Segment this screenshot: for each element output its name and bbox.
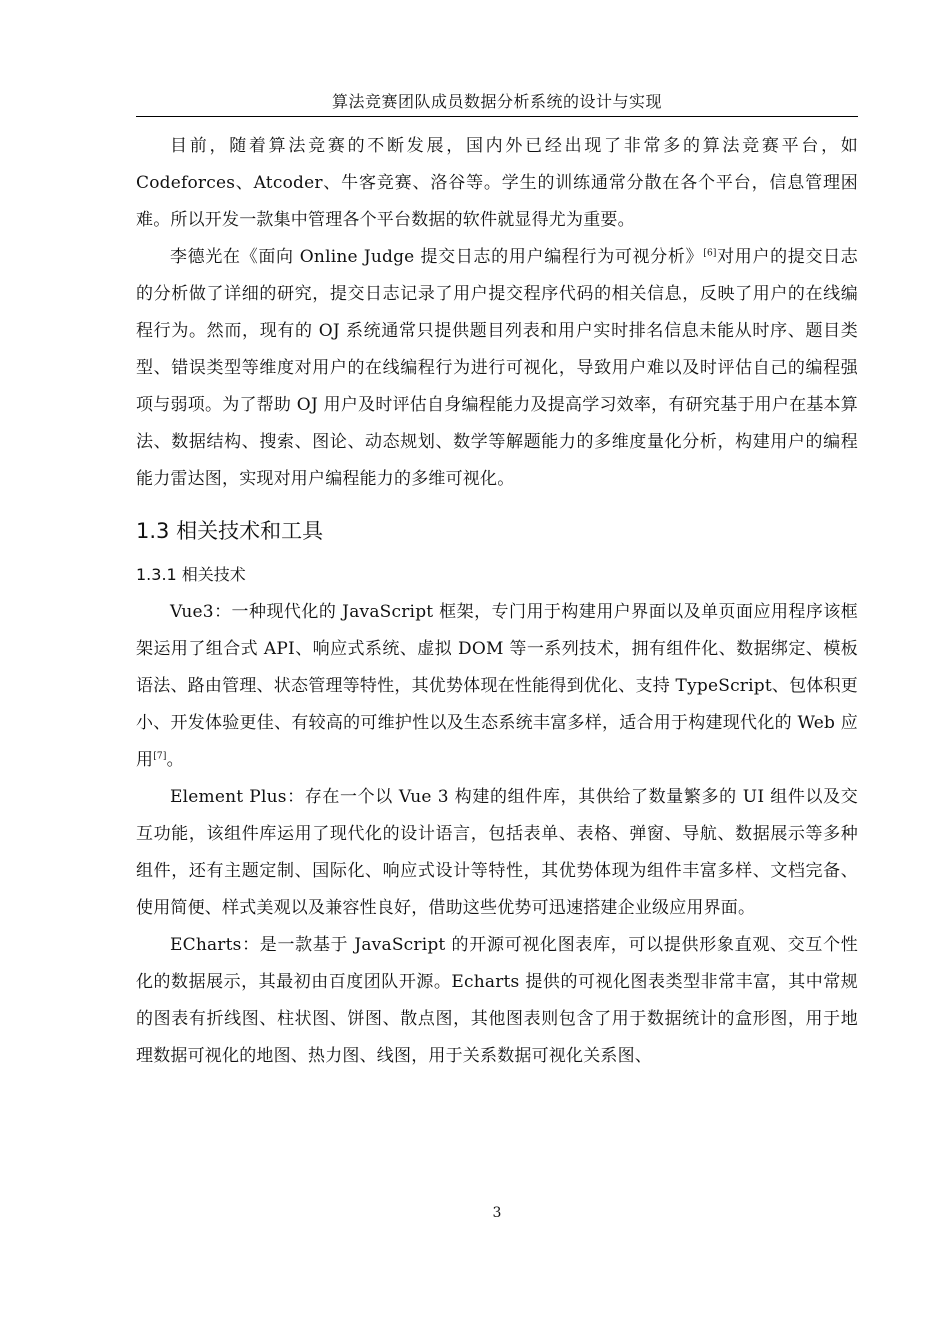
paragraph-vue3 [136, 594, 858, 779]
page-body [136, 128, 858, 1075]
paragraph-submission-log-analysis [136, 239, 858, 498]
header-rule [136, 116, 858, 117]
citation-6: [6] [703, 248, 717, 259]
page-number: 3 [492, 1205, 502, 1221]
running-header: 算法竞赛团队成员数据分析系统的设计与实现 [331, 92, 662, 111]
section-heading: 1.3 相关技术和工具 [136, 519, 324, 543]
paragraph-text: 李德光在《面向 Online Judge 提交日志的用户编程行为可视分析》 [170, 247, 704, 267]
subsection-heading: 1.3.1 相关技术 [136, 565, 246, 584]
citation-7: [7] [153, 751, 167, 762]
paragraph-echarts: ECharts：是一款基于 JavaScript 的开源可视化图表库，可以提供形象直观、交互个性化的数据展示，其最初由百度团队开源。Echarts 提供的可视化图表类型非常丰富，其中常规的图表有折线图、柱状图、饼图、散点图，其他图表则包含了用于数据统计的盒形图，用于地理数据可视化的地图、热力图、线图，用于关系数据可视化关系图、 [136, 935, 858, 1066]
paragraph-text: 。 [166, 750, 184, 770]
paragraph-text: Vue3：一种现代化的 JavaScript 框架，专门用于构建用户界面以及单页面应用程序该框架运用了组合式 API、响应式系统、虚拟 DOM 等一系列技术，拥有组件化、数据绑定、模板语法、路由管理、状态管理等特性，其优势体现在性能得到优化、支持 TypeScript、包体积更小、开发体验更佳、有较高的可维护性以及生态系统丰富多样，适合用于构建现代化的 Web 应用 [136, 602, 858, 770]
paragraph-competition-platforms: 目前，随着算法竞赛的不断发展，国内外已经出现了非常多的算法竞赛平台，如Codeforces、Atcoder、牛客竞赛、洛谷等。学生的训练通常分散在各个平台，信息管理困难。所以开发一款集中管理各个平台数据的软件就显得尤为重要。 [136, 136, 858, 230]
paragraph-element-plus: Element Plus：存在一个以 Vue 3 构建的组件库，其供给了数量繁多的 UI 组件以及交互功能，该组件库运用了现代化的设计语言，包括表单、表格、弹窗、导航、数据展示等多种组件，还有主题定制、国际化、响应式设计等特性，其优势体现为组件丰富多样、文档完备、使用简便、样式美观以及兼容性良好，借助这些优势可迅速搭建企业级应用界面。 [136, 787, 858, 918]
paragraph-text: 对用户的提交日志的分析做了详细的研究，提交日志记录了用户提交程序代码的相关信息，反映了用户的在线编程行为。然而，现有的 OJ 系统通常只提供题目列表和用户实时排名信息未能从时序、题目类型、错误类型等维度对用户的在线编程行为进行可视化，导致用户难以及时评估自己的编程强项与弱项。为了帮助 OJ 用户及时评估自身编程能力及提高学习效率，有研究基于用户在基本算法、数据结构、搜索、图论、动态规划、数学等解题能力的多维度量化分析，构建用户的编程能力雷达图，实现对用户编程能力的多维可视化。 [136, 247, 859, 489]
